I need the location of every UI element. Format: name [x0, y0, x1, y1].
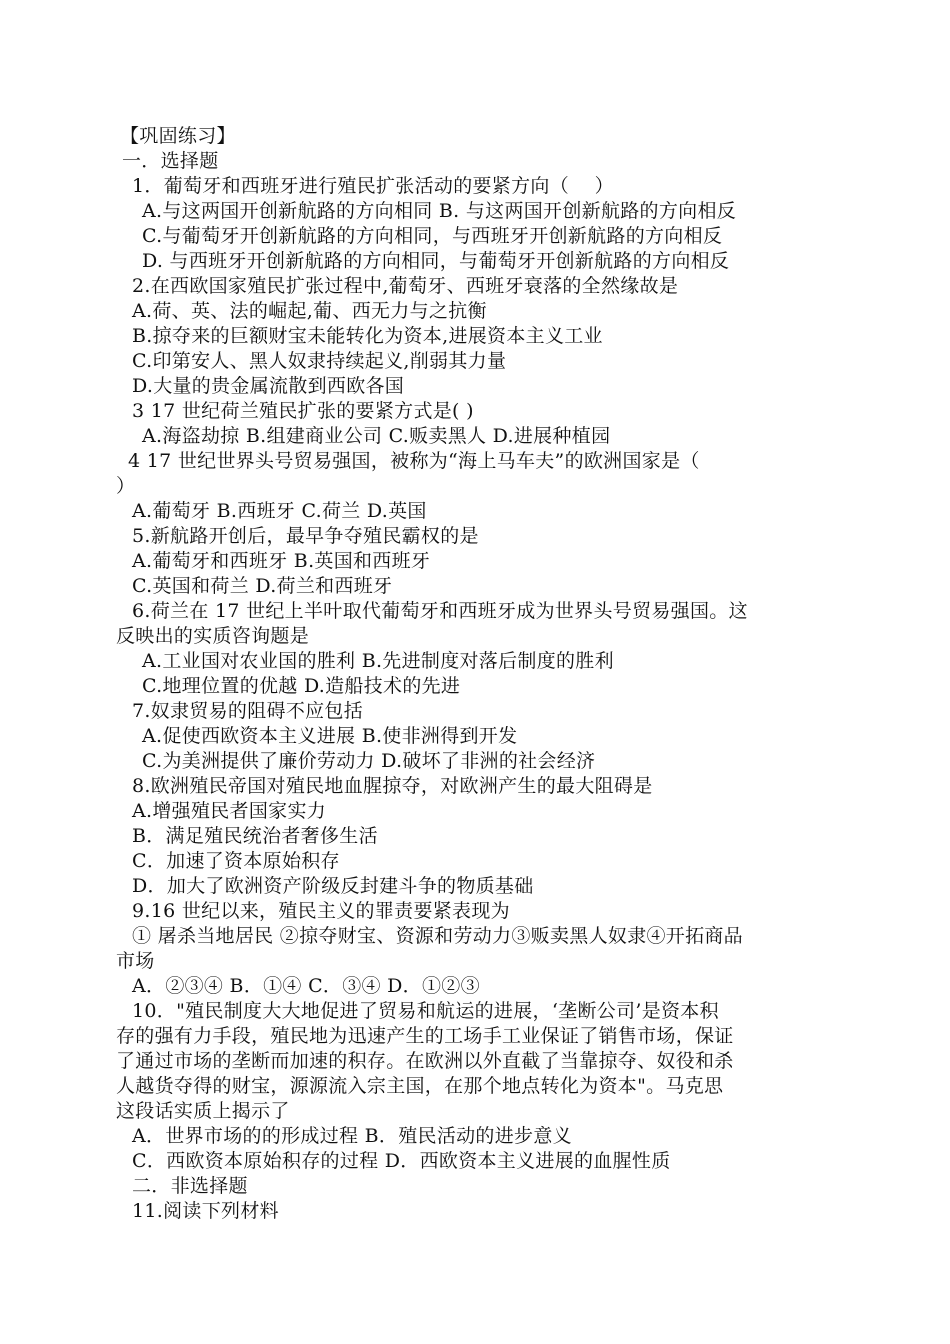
question-1-option-d: D. 与西班牙开创新航路的方向相同，与葡萄牙开创新航路的方向相反 — [142, 250, 730, 272]
question-8-option-c: C．加速了资本原始积存 — [132, 850, 340, 872]
question-10-line-2: 存的强有力手段，殖民地为迅速产生的工场手工业保证了销售市场，保证 — [116, 1025, 734, 1047]
question-10-line-4: 人越货夺得的财宝，源源流入宗主国，在那个地点转化为资本"。马克思 — [116, 1075, 724, 1097]
question-8-option-b: B．满足殖民统治者奢侈生活 — [132, 825, 378, 847]
subsection-heading-choice: 一．选择题 — [122, 150, 219, 172]
question-1-options-ab: A.与这两国开创新航路的方向相同 B. 与这两国开创新航路的方向相反 — [142, 200, 737, 222]
subsection-heading-non-choice: 二．非选择题 — [132, 1175, 248, 1197]
question-8-option-d: D．加大了欧洲资产阶级反封建斗争的物质基础 — [132, 875, 534, 897]
question-2-option-d: D.大量的贵金属流散到西欧各国 — [132, 375, 405, 397]
question-8-option-a: A.增强殖民者国家实力 — [132, 800, 327, 822]
question-4-options: A.葡萄牙 B.西班牙 C.荷兰 D.英国 — [132, 500, 427, 522]
question-5-options-ab: A.葡萄牙和西班牙 B.英国和西班牙 — [132, 550, 431, 572]
question-3: 3 17 世纪荷兰殖民扩张的要紧方式是( ) — [132, 400, 474, 422]
question-9: 9.16 世纪以来，殖民主义的罪责要紧表现为 — [132, 900, 510, 922]
question-2-option-c: C.印第安人、黑人奴隶持续起义,削弱其力量 — [132, 350, 507, 372]
question-10-line-3: 了通过市场的垄断而加速的积存。在欧洲以外直截了当靠掠夺、奴役和杀 — [116, 1050, 734, 1072]
question-2: 2.在西欧国家殖民扩张过程中,葡萄牙、西班牙衰落的全然缘故是 — [132, 275, 679, 297]
question-5-options-cd: C.英国和荷兰 D.荷兰和西班牙 — [132, 575, 393, 597]
question-8: 8.欧洲殖民帝国对殖民地血腥掠夺，对欧洲产生的最大阻碍是 — [132, 775, 653, 797]
question-1-option-c: C.与葡萄牙开创新航路的方向相同，与西班牙开创新航路的方向相反 — [142, 225, 723, 247]
section-heading: 【巩固练习】 — [120, 125, 236, 147]
question-4: 4 17 世纪世界头号贸易强国，被称为“海上马车夫”的欧洲国家是（ — [128, 450, 700, 472]
question-9-options: A．②③④ B．①④ C．③④ D．①②③ — [132, 975, 480, 997]
question-6-options-cd: C.地理位置的优越 D.造船技术的先进 — [142, 675, 461, 697]
question-6-continued: 反映出的实质咨询题是 — [116, 625, 310, 647]
question-6: 6.荷兰在 17 世纪上半叶取代葡萄牙和西班牙成为世界头号贸易强国。这 — [132, 600, 748, 622]
question-7-options-ab: A.促使西欧资本主义进展 B.使非洲得到开发 — [142, 725, 518, 747]
question-7: 7.奴隶贸易的阻碍不应包括 — [132, 700, 364, 722]
question-9-items: ① 屠杀当地居民 ②掠夺财宝、资源和劳动力③贩卖黑人奴隶④开拓商品 — [132, 925, 743, 947]
question-10: 10．"殖民制度大大地促进了贸易和航运的进展，‘垄断公司’是资本积 — [132, 1000, 719, 1022]
question-2-option-b: B.掠夺来的巨额财宝未能转化为资本,进展资本主义工业 — [132, 325, 603, 347]
question-5: 5.新航路开创后，最早争夺殖民霸权的是 — [132, 525, 479, 547]
question-9-items-continued: 市场 — [116, 950, 155, 972]
question-11: 11.阅读下列材料 — [132, 1200, 279, 1222]
question-3-options: A.海盗劫掠 B.组建商业公司 C.贩卖黑人 D.进展种植园 — [142, 425, 611, 447]
question-10-options-ab: A．世界市场的的形成过程 B．殖民活动的进步意义 — [132, 1125, 572, 1147]
question-1: 1．葡萄牙和西班牙进行殖民扩张活动的要紧方向（ ） — [132, 175, 614, 197]
question-10-line-5: 这段话实质上揭示了 — [116, 1100, 290, 1122]
question-6-options-ab: A.工业国对农业国的胜利 B.先进制度对落后制度的胜利 — [142, 650, 614, 672]
question-2-option-a: A.荷、英、法的崛起,葡、西无力与之抗衡 — [132, 300, 487, 322]
question-7-options-cd: C.为美洲提供了廉价劳动力 D.破坏了非洲的社会经济 — [142, 750, 596, 772]
question-4-continued: ） — [116, 475, 136, 497]
question-10-options-cd: C．西欧资本原始积存的过程 D．西欧资本主义进展的血腥性质 — [132, 1150, 671, 1172]
